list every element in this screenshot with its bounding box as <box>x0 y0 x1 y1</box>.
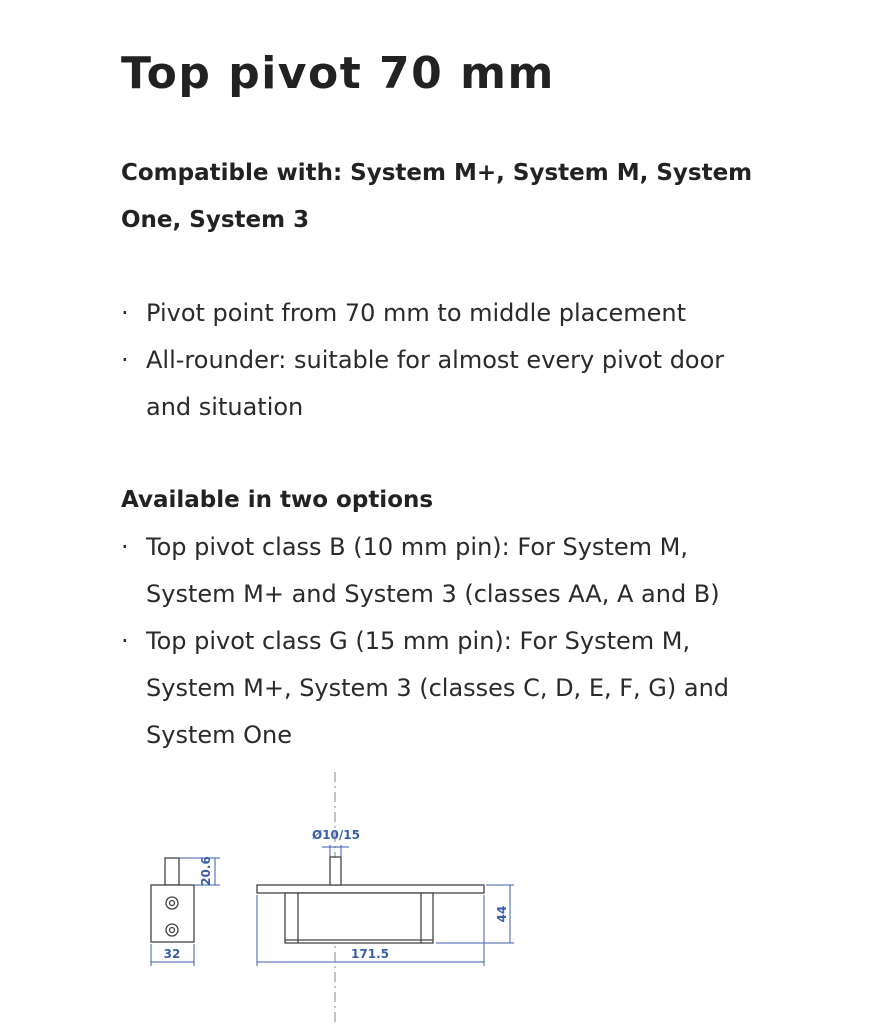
options-list <box>121 524 741 759</box>
bullet-icon: · <box>121 346 129 374</box>
side-view <box>151 858 194 942</box>
side-width-label: 32 <box>163 947 181 961</box>
option-text: Top pivot class B (10 mm pin): For System M, System M+ and System 3 (classes AA, A and B) <box>146 533 720 608</box>
feature-text: All-rounder: suitable for almost every pivot door and situation <box>146 346 725 421</box>
bullet-icon: · <box>121 299 129 327</box>
compatibility-text: Compatible with: System M+, System M, System One, System 3 <box>121 160 753 233</box>
list-item <box>121 290 741 337</box>
page-title: Top pivot 70 mm <box>121 48 555 99</box>
front-view <box>257 857 484 943</box>
pin-height-label: 20.6 <box>199 856 213 886</box>
bullet-icon: · <box>121 627 129 655</box>
option-text: Top pivot class G (15 mm pin): For System M, System M+, System 3 (classes C, D, E, F, G) and System One <box>146 627 730 749</box>
total-length-label: 171.5 <box>351 947 389 961</box>
list-item <box>121 524 741 618</box>
bullet-icon: · <box>121 533 129 561</box>
feature-list <box>121 290 741 431</box>
pin-diameter-label: Ø10/15 <box>312 828 360 842</box>
options-heading: Available in two options <box>121 487 434 513</box>
technical-drawing <box>0 760 893 1024</box>
feature-text: Pivot point from 70 mm to middle placement <box>146 299 687 327</box>
list-item <box>121 618 741 759</box>
total-height-label: 44 <box>495 905 509 923</box>
list-item <box>121 337 741 431</box>
